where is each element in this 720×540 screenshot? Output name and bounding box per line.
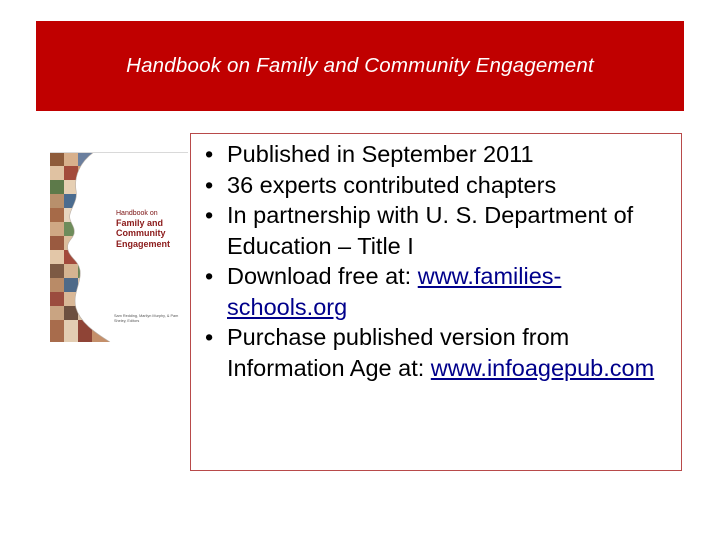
bullet-list — [205, 139, 675, 383]
bullet-text: Download free at: — [227, 263, 418, 289]
cover-small-title: Handbook on — [116, 210, 158, 217]
bullet-partnership — [205, 200, 675, 261]
bullet-text: In partnership with U. S. Department of Education – Title I — [227, 202, 634, 259]
content-box — [190, 133, 682, 471]
cover-title — [116, 210, 184, 249]
bullet-text: Purchase published version from Information Age at: — [227, 324, 570, 381]
book-cover-image — [50, 152, 188, 342]
bullet-text: 36 experts contributed chapters — [227, 171, 557, 198]
bullet-dot-icon: • — [205, 324, 214, 350]
bullet-published — [205, 139, 675, 170]
slide-title: Handbook on Family and Community Engagement — [126, 54, 594, 77]
bullet-experts — [205, 170, 675, 201]
infoagepub-link[interactable]: www.infoagepub.com — [430, 354, 655, 381]
bullet-dot-icon: • — [205, 202, 214, 228]
bullet-dot-icon: • — [205, 263, 214, 289]
title-banner — [36, 21, 684, 111]
bullet-dot-icon: • — [205, 141, 214, 167]
cover-top-edge — [50, 152, 188, 153]
families-schools-link[interactable]: www.families-schools.org — [227, 263, 562, 320]
cover-authors: Sam Redding, Marilyn Murphy, & Pam Sheley, Editors — [114, 314, 179, 323]
bullet-purchase — [205, 322, 675, 383]
cover-big-title: Family and Community Engagement — [116, 218, 171, 249]
bullet-download — [205, 261, 675, 322]
bullet-dot-icon: • — [205, 171, 214, 198]
bullet-text: Published in September 2011 — [227, 141, 534, 167]
